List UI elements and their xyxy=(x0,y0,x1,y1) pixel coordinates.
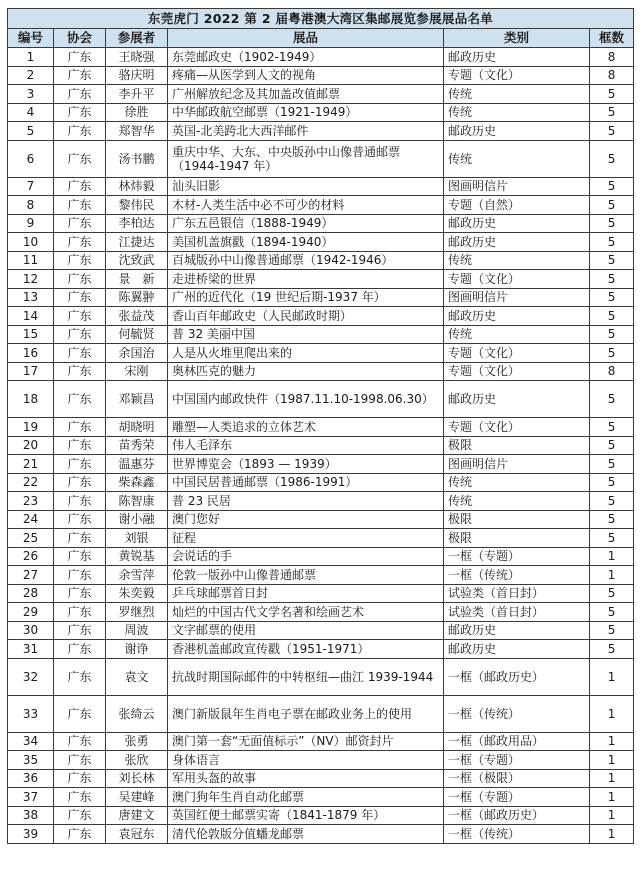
row-number: 15 xyxy=(8,325,54,344)
column-header-association: 协会 xyxy=(54,29,106,48)
row-number: 27 xyxy=(8,566,54,585)
row-number: 2 xyxy=(8,66,54,85)
row-frames: 5 xyxy=(590,103,634,122)
row-frames: 5 xyxy=(590,603,634,622)
row-number: 18 xyxy=(8,381,54,418)
row-category: 一框（传统） xyxy=(444,566,590,585)
row-category: 专题（文化） xyxy=(444,362,590,381)
row-frames: 5 xyxy=(590,270,634,289)
table-row xyxy=(8,547,634,566)
row-category: 邮政历史 xyxy=(444,621,590,640)
table-row xyxy=(8,325,634,344)
exhibit-table xyxy=(7,8,634,844)
row-exhibit-title: 清代伦敦版分值蟠龙邮票 xyxy=(168,825,444,844)
row-number: 31 xyxy=(8,640,54,659)
row-number: 1 xyxy=(8,48,54,67)
row-frames: 8 xyxy=(590,66,634,85)
row-exhibitor: 刘银 xyxy=(106,529,168,548)
table-title: 东莞虎门 2022 第 2 届粤港澳大湾区集邮展览参展展品名单 xyxy=(8,9,634,29)
row-frames: 5 xyxy=(590,510,634,529)
row-frames: 5 xyxy=(590,584,634,603)
exhibit-list-sheet xyxy=(7,8,633,844)
row-category: 邮政历史 xyxy=(444,381,590,418)
table-row xyxy=(8,66,634,85)
row-association: 广东 xyxy=(54,510,106,529)
row-exhibit-title: 澳门新版鼠年生肖电子票在邮政业务上的使用 xyxy=(168,695,444,732)
row-frames: 5 xyxy=(590,140,634,177)
row-frames: 5 xyxy=(590,233,634,252)
row-frames: 1 xyxy=(590,806,634,825)
row-association: 广东 xyxy=(54,270,106,289)
row-exhibitor: 张益茂 xyxy=(106,307,168,326)
row-exhibit-title: 汕头旧影 xyxy=(168,177,444,196)
row-exhibit-title: 中华邮政航空邮票（1921-1949） xyxy=(168,103,444,122)
row-exhibitor: 江捷达 xyxy=(106,233,168,252)
row-exhibit-title: 百城版孙中山像普通邮票（1942-1946） xyxy=(168,251,444,270)
table-row xyxy=(8,103,634,122)
row-association: 广东 xyxy=(54,140,106,177)
row-frames: 1 xyxy=(590,751,634,770)
row-association: 广东 xyxy=(54,584,106,603)
row-category: 一框（邮政用品） xyxy=(444,732,590,751)
row-frames: 1 xyxy=(590,547,634,566)
row-number: 25 xyxy=(8,529,54,548)
row-exhibitor: 骆庆明 xyxy=(106,66,168,85)
row-number: 30 xyxy=(8,621,54,640)
row-category: 极限 xyxy=(444,510,590,529)
row-category: 一框（极限） xyxy=(444,769,590,788)
row-association: 广东 xyxy=(54,751,106,770)
row-number: 4 xyxy=(8,103,54,122)
row-exhibitor: 陈智康 xyxy=(106,492,168,511)
table-row xyxy=(8,825,634,844)
row-frames: 1 xyxy=(590,658,634,695)
row-category: 一框（传统） xyxy=(444,825,590,844)
row-exhibitor: 周波 xyxy=(106,621,168,640)
row-association: 广东 xyxy=(54,695,106,732)
row-frames: 5 xyxy=(590,288,634,307)
table-row xyxy=(8,769,634,788)
row-association: 广东 xyxy=(54,307,106,326)
row-exhibit-title: 抗战时期国际邮件的中转枢纽—曲江 1939-1944 xyxy=(168,658,444,695)
row-frames: 1 xyxy=(590,769,634,788)
row-exhibit-title: 澳门您好 xyxy=(168,510,444,529)
row-exhibitor: 谢小融 xyxy=(106,510,168,529)
row-association: 广东 xyxy=(54,455,106,474)
row-category: 专题（文化） xyxy=(444,344,590,363)
row-association: 广东 xyxy=(54,436,106,455)
row-frames: 5 xyxy=(590,122,634,141)
row-exhibitor: 谢诤 xyxy=(106,640,168,659)
row-number: 10 xyxy=(8,233,54,252)
row-frames: 1 xyxy=(590,788,634,807)
row-number: 13 xyxy=(8,288,54,307)
row-association: 广东 xyxy=(54,621,106,640)
row-number: 19 xyxy=(8,418,54,437)
row-frames: 5 xyxy=(590,307,634,326)
row-association: 广东 xyxy=(54,362,106,381)
table-row xyxy=(8,270,634,289)
table-row xyxy=(8,177,634,196)
row-number: 9 xyxy=(8,214,54,233)
row-number: 32 xyxy=(8,658,54,695)
row-exhibit-title: 澳门第一套“无面值标示”（NV）邮资封片 xyxy=(168,732,444,751)
row-frames: 5 xyxy=(590,85,634,104)
row-category: 极限 xyxy=(444,436,590,455)
row-number: 6 xyxy=(8,140,54,177)
row-association: 广东 xyxy=(54,196,106,215)
row-number: 12 xyxy=(8,270,54,289)
row-exhibit-title: 伦敦一版孙中山像普通邮票 xyxy=(168,566,444,585)
row-exhibitor: 张绮云 xyxy=(106,695,168,732)
row-category: 一框（传统） xyxy=(444,695,590,732)
table-row xyxy=(8,473,634,492)
row-number: 26 xyxy=(8,547,54,566)
row-number: 23 xyxy=(8,492,54,511)
row-association: 广东 xyxy=(54,492,106,511)
table-row xyxy=(8,122,634,141)
table-row xyxy=(8,806,634,825)
row-exhibit-title: 身体语言 xyxy=(168,751,444,770)
row-category: 一框（专题） xyxy=(444,788,590,807)
row-exhibit-title: 奥林匹克的魅力 xyxy=(168,362,444,381)
row-frames: 8 xyxy=(590,48,634,67)
row-exhibit-title: 香山百年邮政史（人民邮政时期） xyxy=(168,307,444,326)
row-exhibit-title: 美国机盖旗戳（1894-1940） xyxy=(168,233,444,252)
table-row xyxy=(8,196,634,215)
row-number: 17 xyxy=(8,362,54,381)
row-number: 14 xyxy=(8,307,54,326)
row-exhibit-title: 香港机盖邮政宣传戳（1951-1971） xyxy=(168,640,444,659)
row-category: 图画明信片 xyxy=(444,177,590,196)
row-category: 传统 xyxy=(444,85,590,104)
table-row xyxy=(8,788,634,807)
row-association: 广东 xyxy=(54,177,106,196)
row-exhibit-title: 雕塑—人类追求的立体艺术 xyxy=(168,418,444,437)
row-category: 图画明信片 xyxy=(444,288,590,307)
row-exhibitor: 李柏达 xyxy=(106,214,168,233)
row-frames: 5 xyxy=(590,436,634,455)
table-row xyxy=(8,566,634,585)
row-number: 21 xyxy=(8,455,54,474)
row-category: 一框（邮政历史） xyxy=(444,806,590,825)
row-category: 邮政历史 xyxy=(444,307,590,326)
row-association: 广东 xyxy=(54,566,106,585)
row-association: 广东 xyxy=(54,473,106,492)
row-frames: 5 xyxy=(590,640,634,659)
row-number: 3 xyxy=(8,85,54,104)
table-row xyxy=(8,307,634,326)
row-frames: 1 xyxy=(590,732,634,751)
row-exhibit-title: 军用头盔的故事 xyxy=(168,769,444,788)
table-row xyxy=(8,529,634,548)
row-association: 广东 xyxy=(54,769,106,788)
row-number: 35 xyxy=(8,751,54,770)
row-category: 传统 xyxy=(444,251,590,270)
row-number: 5 xyxy=(8,122,54,141)
row-association: 广东 xyxy=(54,233,106,252)
row-category: 专题（自然） xyxy=(444,196,590,215)
row-number: 11 xyxy=(8,251,54,270)
row-number: 8 xyxy=(8,196,54,215)
row-exhibitor: 刘长林 xyxy=(106,769,168,788)
row-exhibitor: 胡晓明 xyxy=(106,418,168,437)
row-category: 传统 xyxy=(444,103,590,122)
row-exhibitor: 袁文 xyxy=(106,658,168,695)
row-association: 广东 xyxy=(54,640,106,659)
column-header-category: 类别 xyxy=(444,29,590,48)
row-association: 广东 xyxy=(54,66,106,85)
row-exhibit-title: 东莞邮政史（1902-1949） xyxy=(168,48,444,67)
row-exhibitor: 余国治 xyxy=(106,344,168,363)
row-frames: 5 xyxy=(590,325,634,344)
row-exhibit-title: 广州的近代化（19 世纪后期-1937 年） xyxy=(168,288,444,307)
row-number: 24 xyxy=(8,510,54,529)
row-exhibit-title: 乒乓球邮票首日封 xyxy=(168,584,444,603)
table-row xyxy=(8,640,634,659)
row-association: 广东 xyxy=(54,214,106,233)
row-exhibit-title: 世界博览会（1893 — 1939） xyxy=(168,455,444,474)
row-exhibit-title: 人是从火堆里爬出来的 xyxy=(168,344,444,363)
row-exhibit-title: 征程 xyxy=(168,529,444,548)
row-exhibit-title: 文字邮票的使用 xyxy=(168,621,444,640)
row-association: 广东 xyxy=(54,825,106,844)
row-category: 传统 xyxy=(444,492,590,511)
row-association: 广东 xyxy=(54,251,106,270)
row-association: 广东 xyxy=(54,418,106,437)
row-exhibit-title: 重庆中华、大东、中央版孙中山像普通邮票（1944-1947 年） xyxy=(168,140,444,177)
row-exhibitor: 黄锐基 xyxy=(106,547,168,566)
row-category: 邮政历史 xyxy=(444,122,590,141)
row-frames: 5 xyxy=(590,418,634,437)
row-category: 邮政历史 xyxy=(444,233,590,252)
row-exhibitor: 邓颖昌 xyxy=(106,381,168,418)
row-exhibit-title: 英国-北美跨北大西洋邮件 xyxy=(168,122,444,141)
row-exhibitor: 余雪萍 xyxy=(106,566,168,585)
row-exhibitor: 朱奕毅 xyxy=(106,584,168,603)
row-exhibitor: 景 新 xyxy=(106,270,168,289)
row-association: 广东 xyxy=(54,344,106,363)
row-frames: 5 xyxy=(590,344,634,363)
row-frames: 5 xyxy=(590,251,634,270)
row-association: 广东 xyxy=(54,381,106,418)
row-category: 一框（专题） xyxy=(444,751,590,770)
row-frames: 1 xyxy=(590,566,634,585)
row-exhibitor: 郑智华 xyxy=(106,122,168,141)
row-exhibitor: 苗秀荣 xyxy=(106,436,168,455)
row-exhibit-title: 木材-人类生活中必不可少的材料 xyxy=(168,196,444,215)
row-frames: 5 xyxy=(590,473,634,492)
row-exhibitor: 黎伟民 xyxy=(106,196,168,215)
row-exhibit-title: 普 32 美丽中国 xyxy=(168,325,444,344)
row-category: 邮政历史 xyxy=(444,48,590,67)
row-frames: 1 xyxy=(590,825,634,844)
table-row xyxy=(8,381,634,418)
table-row xyxy=(8,251,634,270)
row-number: 38 xyxy=(8,806,54,825)
table-row xyxy=(8,85,634,104)
row-number: 28 xyxy=(8,584,54,603)
table-row xyxy=(8,621,634,640)
row-frames: 5 xyxy=(590,492,634,511)
row-number: 39 xyxy=(8,825,54,844)
row-category: 邮政历史 xyxy=(444,640,590,659)
row-category: 传统 xyxy=(444,473,590,492)
row-exhibitor: 汤书鹏 xyxy=(106,140,168,177)
row-exhibit-title: 灿烂的中国古代文学名著和绘画艺术 xyxy=(168,603,444,622)
row-exhibit-title: 普 23 民居 xyxy=(168,492,444,511)
row-association: 广东 xyxy=(54,547,106,566)
table-body xyxy=(8,48,634,844)
table-row xyxy=(8,510,634,529)
table-row xyxy=(8,436,634,455)
row-exhibitor: 王晓强 xyxy=(106,48,168,67)
row-exhibitor: 唐建文 xyxy=(106,806,168,825)
row-number: 7 xyxy=(8,177,54,196)
table-row xyxy=(8,603,634,622)
row-exhibitor: 张勇 xyxy=(106,732,168,751)
row-exhibitor: 张欣 xyxy=(106,751,168,770)
row-exhibitor: 何毓贤 xyxy=(106,325,168,344)
row-association: 广东 xyxy=(54,732,106,751)
row-category: 专题（文化） xyxy=(444,66,590,85)
row-association: 广东 xyxy=(54,658,106,695)
row-category: 试验类（首日封） xyxy=(444,603,590,622)
row-association: 广东 xyxy=(54,806,106,825)
row-category: 一框（专题） xyxy=(444,547,590,566)
row-frames: 5 xyxy=(590,381,634,418)
row-exhibitor: 宋刚 xyxy=(106,362,168,381)
row-exhibitor: 陈翼翀 xyxy=(106,288,168,307)
row-frames: 5 xyxy=(590,455,634,474)
row-exhibit-title: 伟人毛泽东 xyxy=(168,436,444,455)
row-number: 22 xyxy=(8,473,54,492)
column-header-exhibit: 展品 xyxy=(168,29,444,48)
table-row xyxy=(8,362,634,381)
row-exhibit-title: 会说话的手 xyxy=(168,547,444,566)
row-exhibitor: 沈致武 xyxy=(106,251,168,270)
row-exhibitor: 林炜毅 xyxy=(106,177,168,196)
row-frames: 5 xyxy=(590,196,634,215)
column-header-row xyxy=(8,29,634,48)
row-exhibitor: 温惠芬 xyxy=(106,455,168,474)
row-exhibit-title: 中国国内邮政快件（1987.11.10-1998.06.30） xyxy=(168,381,444,418)
row-frames: 5 xyxy=(590,177,634,196)
table-row xyxy=(8,732,634,751)
row-category: 试验类（首日封） xyxy=(444,584,590,603)
row-exhibit-title: 走进桥梁的世界 xyxy=(168,270,444,289)
row-exhibit-title: 疼痛—从医学到人文的视角 xyxy=(168,66,444,85)
table-row xyxy=(8,233,634,252)
table-row xyxy=(8,214,634,233)
row-association: 广东 xyxy=(54,603,106,622)
row-category: 传统 xyxy=(444,325,590,344)
row-number: 16 xyxy=(8,344,54,363)
table-row xyxy=(8,140,634,177)
table-row xyxy=(8,695,634,732)
row-category: 极限 xyxy=(444,529,590,548)
row-association: 广东 xyxy=(54,48,106,67)
row-number: 34 xyxy=(8,732,54,751)
row-frames: 5 xyxy=(590,621,634,640)
row-category: 图画明信片 xyxy=(444,455,590,474)
row-exhibit-title: 澳门狗年生肖自动化邮票 xyxy=(168,788,444,807)
table-row xyxy=(8,418,634,437)
row-category: 传统 xyxy=(444,140,590,177)
row-exhibitor: 吴建峰 xyxy=(106,788,168,807)
row-association: 广东 xyxy=(54,122,106,141)
row-exhibitor: 袁冠东 xyxy=(106,825,168,844)
row-exhibitor: 徐胜 xyxy=(106,103,168,122)
row-category: 一框（邮政历史） xyxy=(444,658,590,695)
row-number: 29 xyxy=(8,603,54,622)
table-row xyxy=(8,288,634,307)
table-row xyxy=(8,658,634,695)
row-number: 37 xyxy=(8,788,54,807)
table-row xyxy=(8,492,634,511)
row-frames: 1 xyxy=(590,695,634,732)
table-row xyxy=(8,584,634,603)
row-association: 广东 xyxy=(54,325,106,344)
column-header-exhibitor: 参展者 xyxy=(106,29,168,48)
row-exhibit-title: 英国红便士邮票实寄（1841-1879 年） xyxy=(168,806,444,825)
row-exhibitor: 罗继烈 xyxy=(106,603,168,622)
table-row xyxy=(8,344,634,363)
table-row xyxy=(8,48,634,67)
row-frames: 8 xyxy=(590,362,634,381)
row-exhibitor: 李升平 xyxy=(106,85,168,104)
row-association: 广东 xyxy=(54,529,106,548)
row-category: 邮政历史 xyxy=(444,214,590,233)
row-exhibit-title: 广东五邑银信（1888-1949） xyxy=(168,214,444,233)
table-row xyxy=(8,455,634,474)
row-association: 广东 xyxy=(54,788,106,807)
column-header-number: 编号 xyxy=(8,29,54,48)
row-exhibitor: 柴森鑫 xyxy=(106,473,168,492)
table-row xyxy=(8,751,634,770)
row-exhibit-title: 中国民居普通邮票（1986-1991） xyxy=(168,473,444,492)
row-frames: 5 xyxy=(590,214,634,233)
row-number: 36 xyxy=(8,769,54,788)
row-exhibit-title: 广州解放纪念及其加盖改值邮票 xyxy=(168,85,444,104)
row-category: 专题（文化） xyxy=(444,270,590,289)
column-header-frames: 框数 xyxy=(590,29,634,48)
row-category: 专题（文化） xyxy=(444,418,590,437)
row-number: 33 xyxy=(8,695,54,732)
row-association: 广东 xyxy=(54,288,106,307)
row-association: 广东 xyxy=(54,85,106,104)
row-frames: 5 xyxy=(590,529,634,548)
row-number: 20 xyxy=(8,436,54,455)
row-association: 广东 xyxy=(54,103,106,122)
